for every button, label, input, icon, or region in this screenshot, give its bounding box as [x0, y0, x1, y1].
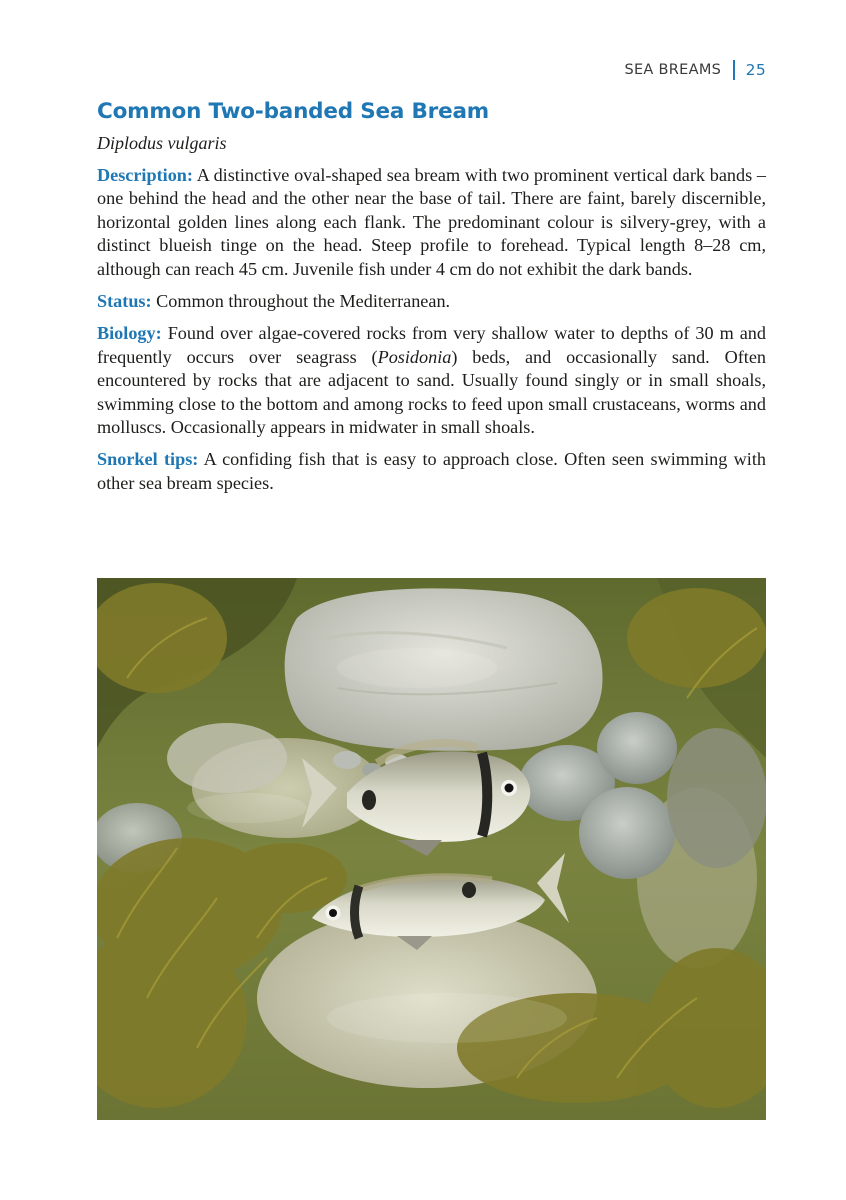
species-entry — [97, 98, 766, 495]
biology-paragraph — [97, 322, 766, 439]
snorkel-tips-text: A confiding fish that is easy to approach close. Often seen swimming with other sea bream species. — [97, 449, 766, 493]
snorkel-tips-paragraph — [97, 448, 766, 495]
biology-text-italic: Posidonia — [377, 346, 452, 367]
snorkel-tips-label: Snorkel tips: — [97, 449, 199, 470]
biology-text-after: ) beds, and occasionally sand. Often encountered by rocks that are adjacent to sand. Usually found singly or in small shoals, swimming close to the bottom and among rocks to feed upon small crustaceans, worms and molluscs. Occasionally appears in midwater in small shoals. — [97, 346, 766, 438]
status-paragraph — [97, 290, 766, 313]
biology-text-before: Found over algae-covered rocks from very shallow water to depths of 30 m and frequently occurs over seagrass ( — [97, 323, 766, 367]
sea-bream-photo — [97, 578, 766, 1120]
description-paragraph — [97, 164, 766, 281]
description-text: A distinctive oval-shaped sea bream with two prominent vertical dark bands – one behind the head and the other near the base of tail. There are faint, barely discernible, horizontal golden lines along each flank. The predominant colour is silvery-grey, with a distinct blueish tinge on the head. Steep profile to forehead. Typical length 8–28 cm, although can reach 45 cm. Juvenile fish under 4 cm do not exhibit the dark bands. — [97, 165, 766, 279]
header-divider — [733, 60, 735, 80]
species-latin-name: Diplodus vulgaris — [97, 133, 227, 153]
description-label: Description: — [97, 165, 193, 185]
status-text: Common throughout the Mediterranean. — [156, 291, 451, 312]
page-number: 25 — [745, 61, 766, 79]
running-head — [624, 60, 766, 80]
section-name: SEA BREAMS — [624, 62, 722, 78]
status-label: Status: — [97, 291, 152, 312]
species-common-name: Common Two-banded Sea Bream — [97, 99, 489, 124]
underwater-scene — [97, 578, 766, 1120]
biology-label: Biology: — [97, 323, 162, 344]
